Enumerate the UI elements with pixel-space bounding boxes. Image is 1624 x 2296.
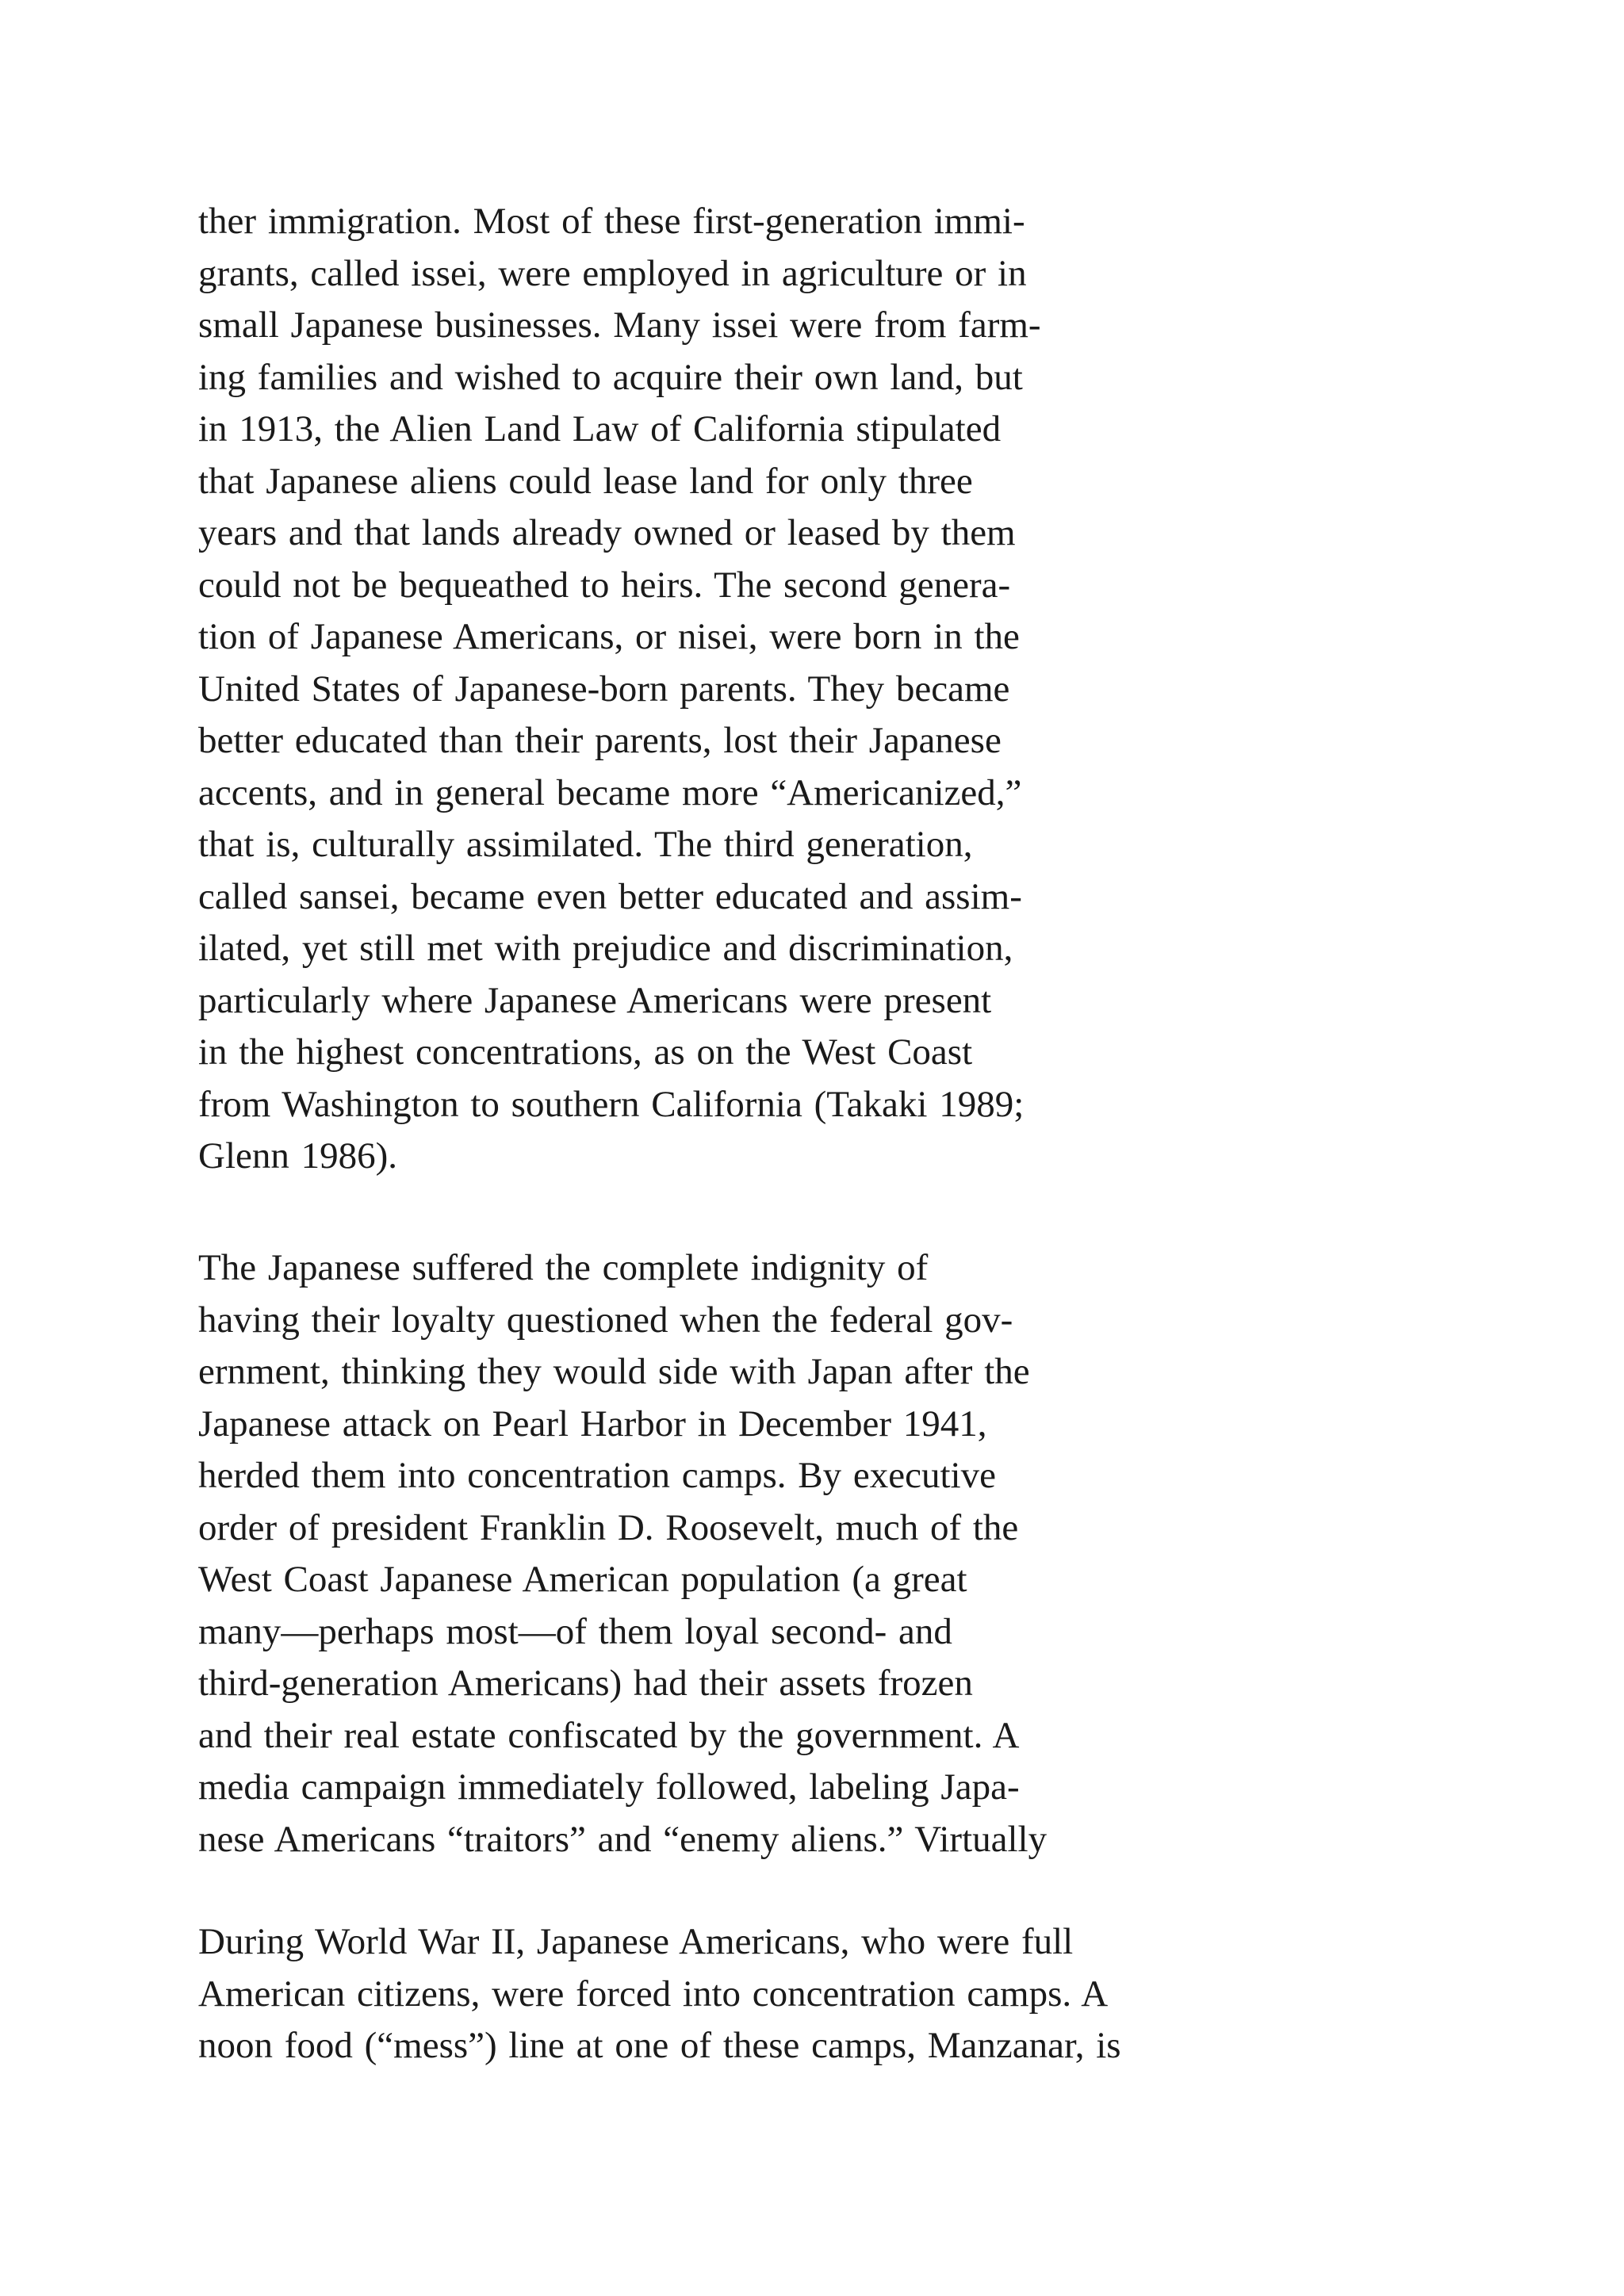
text-line: many—perhaps most—of them loyal second- and <box>198 1610 952 1652</box>
paragraph-2 <box>198 1242 1435 1866</box>
text-line: ther immigration. Most of these first-generation immi- <box>198 201 1025 242</box>
text-line: order of president Franklin D. Roosevelt, much of the <box>198 1506 1019 1548</box>
text-line: years and that lands already owned or leased by them <box>198 512 1016 553</box>
text-line: United States of Japanese-born parents. They became <box>198 668 1010 710</box>
text-line: that Japanese aliens could lease land for only three <box>198 460 973 502</box>
text-line: Japanese attack on Pearl Harbor in December 1941, <box>198 1402 987 1445</box>
text-line: better educated than their parents, lost their Japanese <box>198 720 1002 761</box>
text-line: tion of Japanese Americans, or nisei, were born in the <box>198 616 1020 657</box>
paragraph-1 <box>198 196 1435 1183</box>
text-line: ilated, yet still met with prejudice and discrimination, <box>198 928 1013 969</box>
text-line: particularly where Japanese Americans were present <box>198 979 992 1021</box>
text-line: grants, called issei, were employed in agriculture or in <box>198 252 1027 294</box>
text-line: ing families and wished to acquire their own land, but <box>198 356 1023 398</box>
text-line: herded them into concentration camps. By executive <box>198 1455 996 1496</box>
text-line: Glenn 1986). <box>198 1135 398 1177</box>
text-line: called sansei, became even better educated and assim- <box>198 875 1022 917</box>
text-line: ernment, thinking they would side with Japan after the <box>198 1351 1030 1392</box>
text-line: in 1913, the Alien Land Law of California stipulated <box>198 408 1002 450</box>
text-line: having their loyalty questioned when the federal gov- <box>198 1299 1013 1341</box>
caption-line: During World War II, Japanese Americans, who were full <box>198 1921 1074 1962</box>
text-line: The Japanese suffered the complete indignity of <box>198 1247 929 1288</box>
text-line: and their real estate confiscated by the government. A <box>198 1714 1020 1756</box>
text-line: from Washington to southern California (Takaki 1989; <box>198 1083 1025 1125</box>
text-line: accents, and in general became more “Americanized,” <box>198 771 1022 813</box>
text-line: that is, culturally assimilated. The third generation, <box>198 824 973 865</box>
text-line: nese Americans “traitors” and “enemy aliens.” Virtually <box>198 1818 1048 1860</box>
photo-caption <box>198 1916 1435 2072</box>
caption-line: American citizens, were forced into concentration camps. A <box>198 1973 1109 2015</box>
text-line: small Japanese businesses. Many issei were from farm- <box>198 304 1041 346</box>
text-line: media campaign immediately followed, labeling Japa- <box>198 1766 1020 1808</box>
text-line: in the highest concentrations, as on the West Coast <box>198 1031 973 1073</box>
text-line: could not be bequeathed to heirs. The second genera- <box>198 564 1011 606</box>
text-line: third-generation Americans) had their assets frozen <box>198 1663 973 1704</box>
caption-line: noon food (“mess”) line at one of these camps, Manzanar, is <box>198 2025 1121 2066</box>
text-line: West Coast Japanese American population (a great <box>198 1559 967 1600</box>
